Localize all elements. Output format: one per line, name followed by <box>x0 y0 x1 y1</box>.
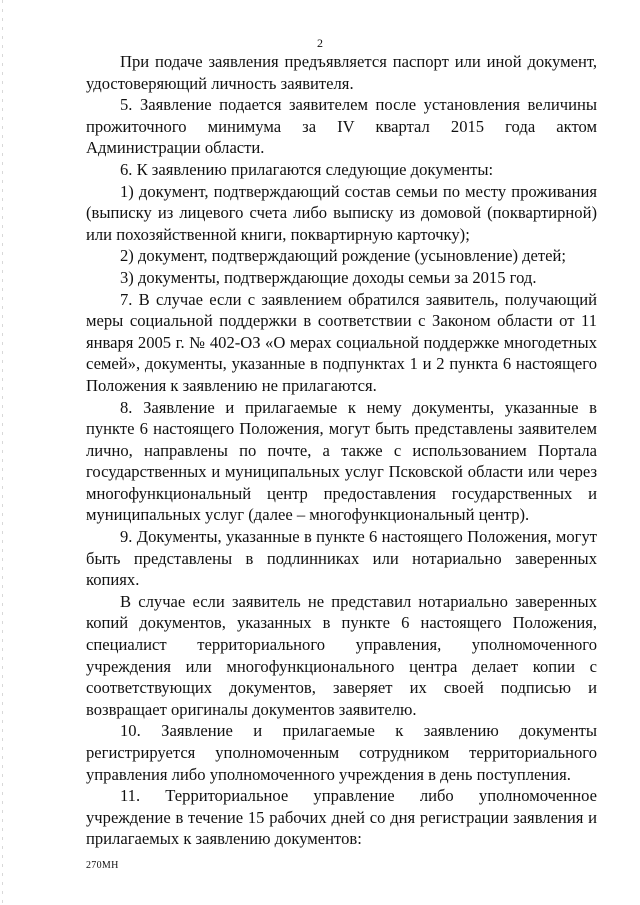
paragraph-subitem-3: 3) документы, подтверждающие доходы семьи за 2015 год. <box>120 267 537 287</box>
document-body <box>86 51 597 850</box>
footer-document-code: 270МН <box>86 860 119 871</box>
paragraph-copies: В случае если заявитель не представил нотариально заверенных копий документов, указанных в пункте 6 настоящего Положения, специалист территориального управления, уполномоченного учреждения или многофункционального центра делает копии с соответствующих документов, заверяет их своей подписью и возвращает оригиналы документов заявителю. <box>86 591 597 719</box>
paragraph-subitem-1: 1) документ, подтверждающий состав семьи по месту проживания (выписку из лицевого счета либо выписку из домовой (поквартирной) или похозяйственной книги, поквартирную карточку); <box>86 181 597 244</box>
paragraph-item-7: 7. В случае если с заявлением обратился заявитель, получающий меры социальной поддержки в соответствии с Законом области от 11 января 2005 г. № 402-ОЗ «О мерах социальной поддержке многодетных семей», документы, указанные в подпунктах 1 и 2 пункта 6 настоящего Положения к заявлению не прилагаются. <box>86 289 597 395</box>
paragraph-item-10: 10. Заявление и прилагаемые к заявлению документы регистрируется уполномоченным сотрудником территориального управления либо уполномоченного учреждения в день поступления. <box>86 721 597 784</box>
paragraph-subitem-2: 2) документ, подтверждающий рождение (усыновление) детей; <box>120 246 567 266</box>
scan-edge-mark <box>2 0 3 905</box>
paragraph-item-6: 6. К заявлению прилагаются следующие документы: <box>120 159 494 179</box>
paragraph-item-9: 9. Документы, указанные в пункте 6 настоящего Положения, могут быть представлены в подлинниках или нотариально заверенных копиях. <box>86 527 597 590</box>
page-number: 2 <box>317 36 323 50</box>
paragraph-item-8: 8. Заявление и прилагаемые к нему документы, указанные в пункте 6 настоящего Положения, могут быть представлены заявителем лично, направлены по почте, а также с использованием Портала государственных и муниципальных услуг Псковской области или через многофункциональный центр предоставления государственных и муниципальных услуг (далее – многофункциональный центр). <box>86 397 597 525</box>
paragraph-item-5: 5. Заявление подается заявителем после установления величины прожиточного минимума за IV квартал 2015 года актом Администрации области. <box>86 95 597 158</box>
paragraph-item-11: 11. Территориальное управление либо уполномоченное учреждение в течение 15 рабочих дней со дня регистрации заявления и прилагаемых к заявлению документов: <box>86 786 597 849</box>
paragraph-passport: При подаче заявления предъявляется паспорт или иной документ, удостоверяющий личность заявителя. <box>86 52 597 93</box>
